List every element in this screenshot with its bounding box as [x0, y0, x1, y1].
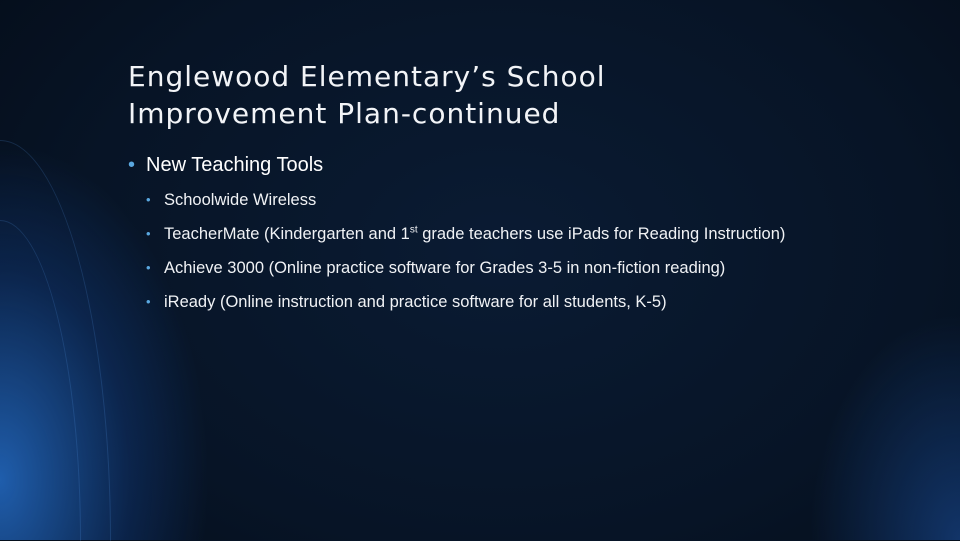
sub-bullet-item: • Schoolwide Wireless — [146, 189, 808, 211]
sub-bullet-list — [146, 189, 808, 313]
title-line: Improvement Plan-continued — [128, 97, 561, 130]
sub-bullet-item: • iReady (Online instruction and practice software for all students, K-5) — [146, 291, 808, 313]
title-line: Englewood Elementary’s School — [128, 60, 606, 93]
sub-bullet-item: • Achieve 3000 (Online practice software for Grades 3-5 in non-fiction reading) — [146, 257, 808, 279]
text: grade teachers use iPads for Reading Instruction) — [417, 225, 786, 243]
superscript: st — [409, 224, 418, 236]
slide-title — [128, 58, 888, 132]
bullet-list — [128, 154, 808, 325]
bullet-item — [128, 154, 808, 313]
bullet-text: New Teaching Tools — [146, 154, 324, 176]
text: TeacherMate (Kindergarten and 1 — [164, 225, 410, 243]
sub-bullet-item — [146, 223, 808, 245]
